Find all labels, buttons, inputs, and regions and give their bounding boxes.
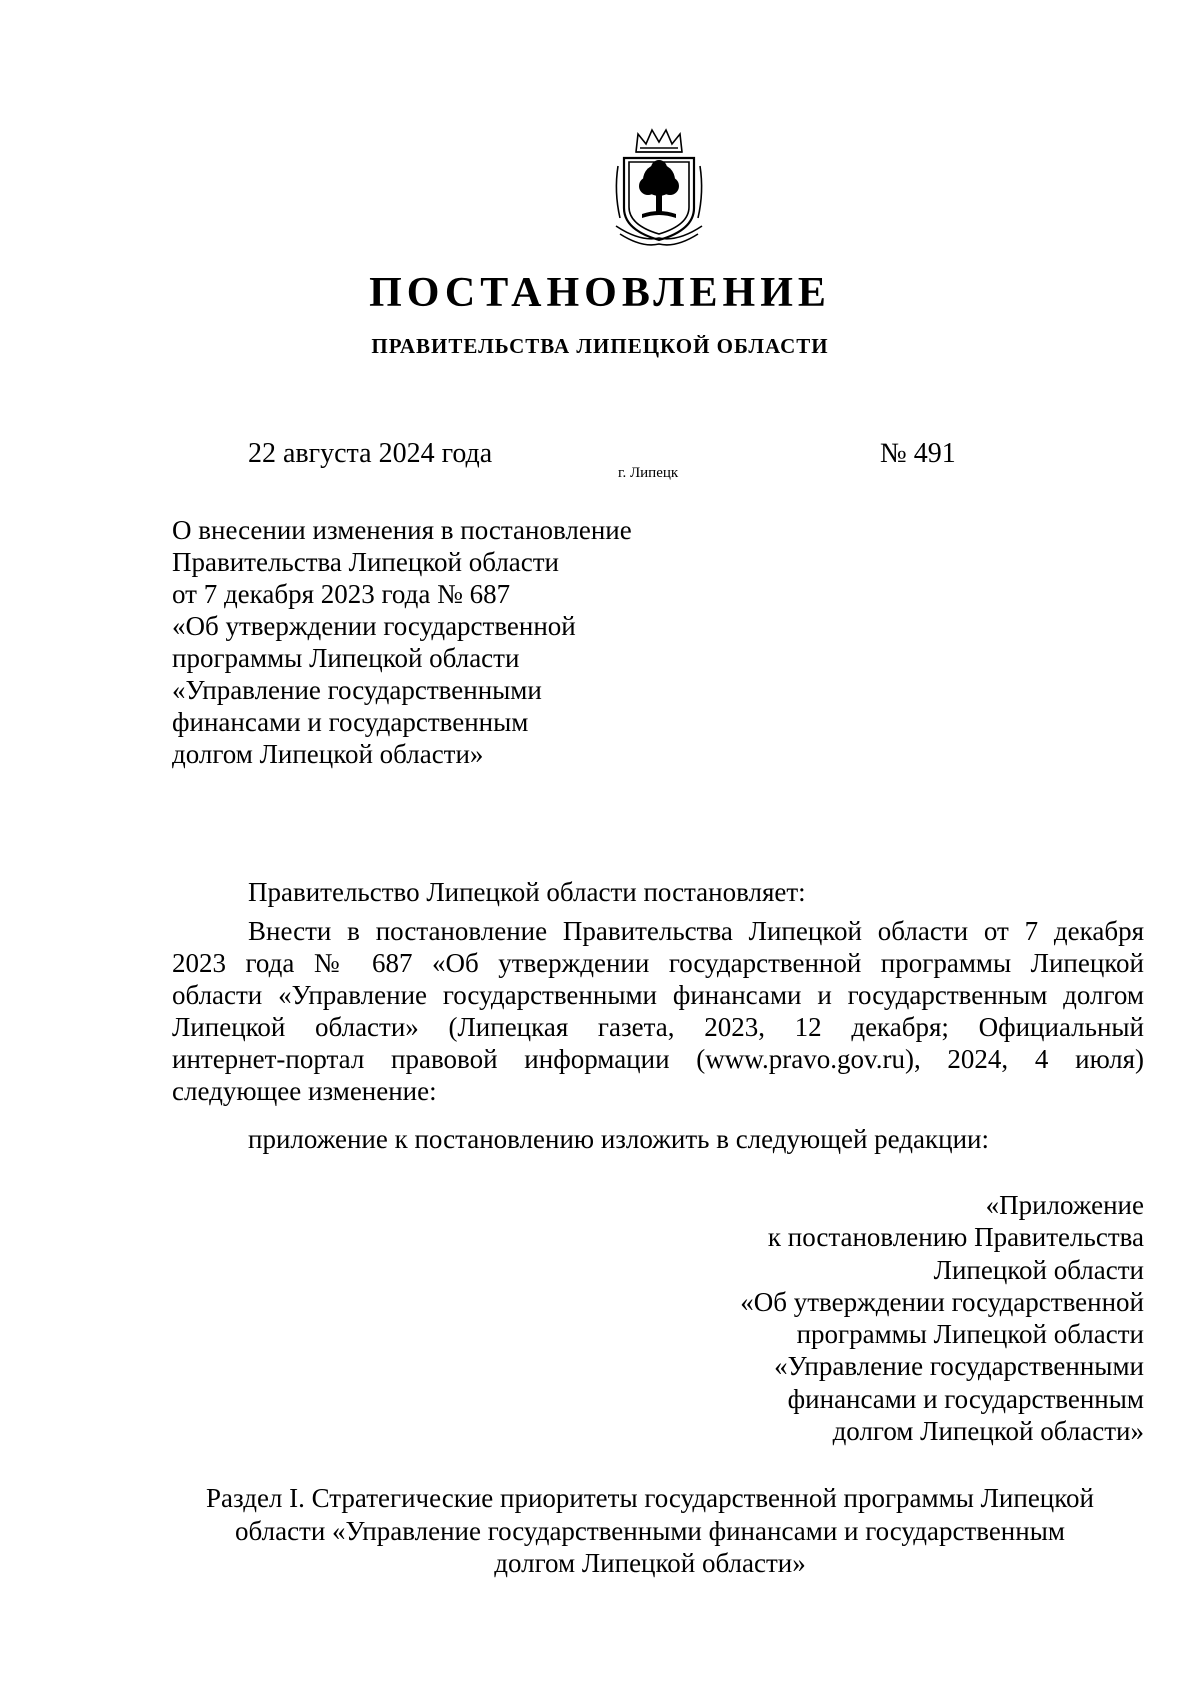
resolution-paragraph (172, 915, 1144, 1107)
paragraph-line: Внести в постановление Правительства Липецкой области от 7 декабря (248, 916, 1144, 946)
coat-of-arms-icon (610, 122, 708, 250)
subject-line: финансами и государственным (172, 707, 529, 737)
resolution-intro: Правительство Липецкой области постановляет: (248, 877, 806, 907)
document-city: г. Липецк (618, 465, 679, 481)
subject-line: от 7 декабря 2023 года № 687 (172, 579, 511, 609)
document-date: 22 августа 2024 года (248, 438, 493, 469)
section-line: долгом Липецкой области» (494, 1548, 806, 1578)
paragraph-line: интернет-портал правовой информации (www.pravo.gov.ru), 2024, 4 июля) (172, 1044, 1144, 1074)
subject-line: «Управление государственными (172, 675, 542, 705)
document-subject (172, 514, 732, 770)
subject-line: программы Липецкой области (172, 643, 520, 673)
section-line: области «Управление государственными финансами и государственным (235, 1515, 1065, 1546)
subject-line: Правительства Липецкой области (172, 547, 560, 577)
paragraph-line: области «Управление государственными финансами и государственным долгом (172, 980, 1144, 1010)
document-title: ПОСТАНОВЛЕНИЕ (369, 270, 831, 316)
appendix-line: Липецкой области (933, 1254, 1144, 1285)
appendix-line: долгом Липецкой области» (832, 1416, 1144, 1447)
paragraph-line: Липецкой области» (Липецкая газета, 2023, 12 декабря; Официальный (172, 1012, 1144, 1042)
subject-line: О внесении изменения в постановление (172, 515, 632, 545)
document-number: № 491 (880, 438, 956, 469)
appendix-line: «Об утверждении государственной (740, 1286, 1144, 1317)
document-subtitle: ПРАВИТЕЛЬСТВА ЛИПЕЦКОЙ ОБЛАСТИ (371, 334, 829, 358)
appendix-line: к постановлению Правительства (767, 1222, 1144, 1253)
section-line: Раздел I. Стратегические приоритеты государственной программы Липецкой (206, 1483, 1094, 1513)
subject-line: долгом Липецкой области» (172, 739, 484, 769)
paragraph-line: 2023 года № 687 «Об утверждении государственной программы Липецкой (172, 948, 1144, 978)
section-heading (150, 1482, 1150, 1580)
resolution-instruction: приложение к постановлению изложить в следующей редакции: (248, 1124, 989, 1154)
paragraph-line: следующее изменение: (172, 1076, 437, 1106)
appendix-header (524, 1189, 1144, 1447)
subject-line: «Об утверждении государственной (172, 611, 576, 641)
appendix-line: «Управление государственными (774, 1351, 1144, 1382)
appendix-line: «Приложение (985, 1190, 1144, 1220)
appendix-line: программы Липецкой области (796, 1319, 1144, 1350)
appendix-line: финансами и государственным (787, 1383, 1144, 1414)
